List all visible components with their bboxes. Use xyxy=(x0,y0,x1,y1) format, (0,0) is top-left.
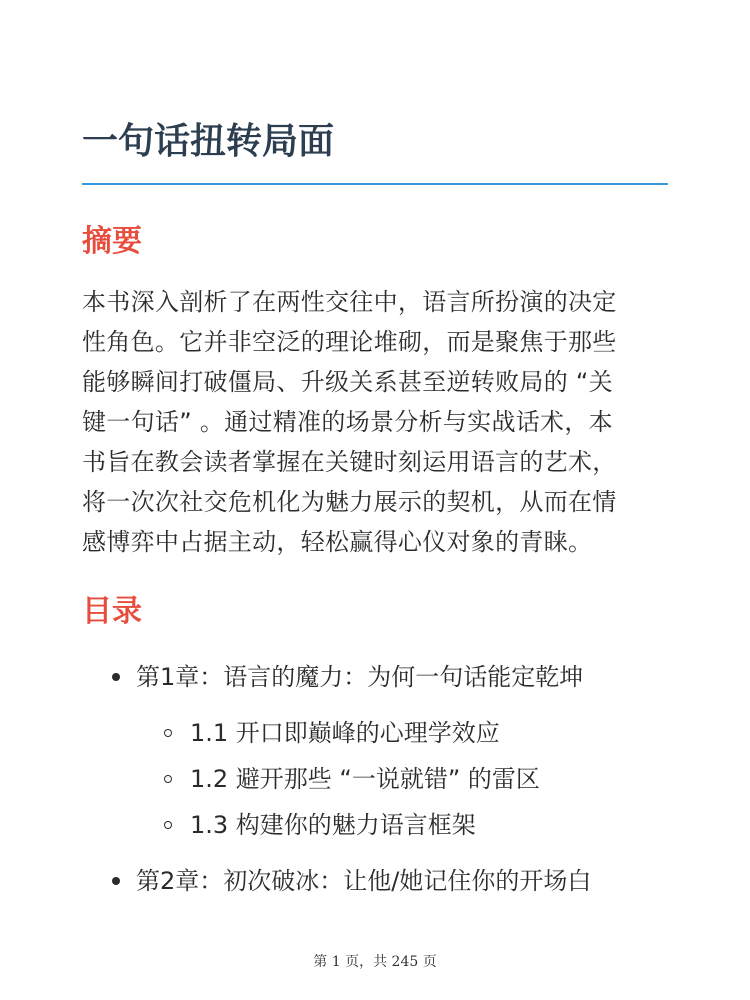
toc-section-1-3: 1.3 构建你的魅力语言框架 xyxy=(190,811,476,839)
summary-line: 键一句话” 。通过精准的场景分析与实战话术，本 xyxy=(82,408,613,436)
summary-line: 能够瞬间打破僵局、升级关系甚至逆转败局的 “关 xyxy=(82,368,613,396)
toc-section-1-2: 1.2 避开那些 “一说就错” 的雷区 xyxy=(190,765,540,793)
summary-line: 性角色。它并非空泛的理论堆砌，而是聚焦于那些 xyxy=(82,328,617,356)
document-title: 一句话扭转局面 xyxy=(82,121,335,162)
summary-line: 将一次次社交危机化为魅力展示的契机，从而在情 xyxy=(82,488,617,516)
summary-line: 感博弈中占据主动，轻松赢得心仪对象的青睐。 xyxy=(82,528,593,556)
toc-chapter-2: 第2章：初次破冰：让他/她记住你的开场白 xyxy=(136,867,592,895)
page-number: 第 1 页，共 245 页 xyxy=(313,954,437,970)
summary-line: 本书深入剖析了在两性交往中，语言所扮演的决定 xyxy=(82,288,617,316)
summary-heading: 摘要 xyxy=(82,224,142,259)
summary-paragraph xyxy=(82,282,672,562)
bullet-disc-icon xyxy=(112,877,120,885)
toc-section-1-1: 1.1 开口即巅峰的心理学效应 xyxy=(190,719,500,747)
title-divider xyxy=(82,183,668,185)
summary-line: 书旨在教会读者掌握在关键时刻运用语言的艺术， xyxy=(82,448,617,476)
toc-heading: 目录 xyxy=(82,594,142,629)
bullet-circle-icon xyxy=(164,729,172,737)
bullet-disc-icon xyxy=(112,673,120,681)
bullet-circle-icon xyxy=(164,821,172,829)
toc-chapter-1: 第1章：语言的魔力：为何一句话能定乾坤 xyxy=(136,663,584,691)
bullet-circle-icon xyxy=(164,775,172,783)
